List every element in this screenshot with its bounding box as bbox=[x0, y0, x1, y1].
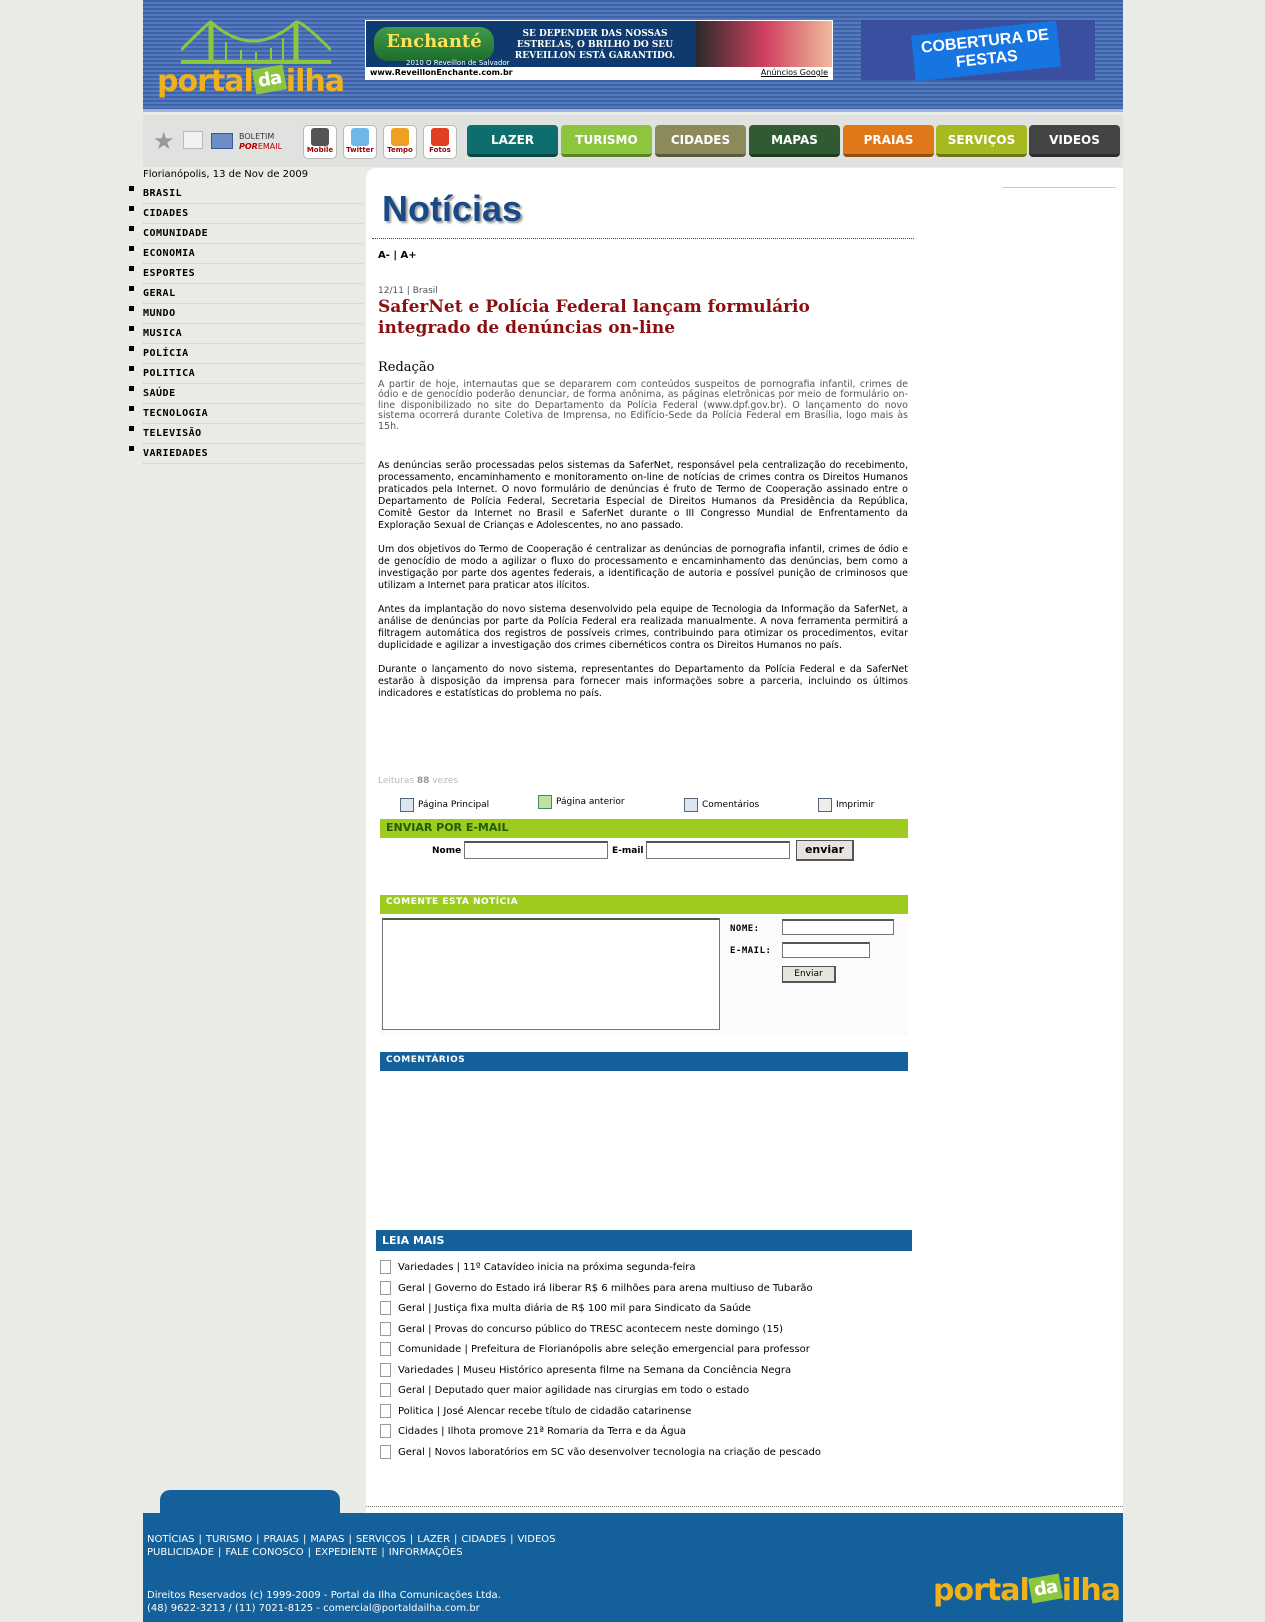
related-article-title: Variedades | Museu Histórico apresenta filme na Semana da Conciência Negra bbox=[398, 1364, 792, 1376]
bullet-icon bbox=[129, 346, 134, 351]
photos-icon bbox=[431, 128, 449, 146]
footer-logo-da: da bbox=[1028, 1573, 1063, 1603]
article-lead: A partir de hoje, internautas que se depararem com conteúdos suspeitos de pornografia infantil, crimes de ódio e de genocídio poderão denunciar, de forma anônima, as páginas eletrônicas por meio de formulário on-line disponibilizado no site do Departamento da Polícia Federal (www.dpf.gov.br). O lançamento do novo sistema ocorrerá durante Coletiva de Imprensa, no Edifício-Sede da Polícia Federal em Brasília, logo mais às 15h. bbox=[378, 379, 908, 432]
related-article-link[interactable] bbox=[378, 1320, 918, 1341]
footer-link-publicidade[interactable]: PUBLICIDADE bbox=[147, 1547, 215, 1558]
comment-name-label: NOME: bbox=[730, 924, 760, 934]
related-article-link[interactable] bbox=[378, 1361, 918, 1382]
nav-videos[interactable]: VIDEOS bbox=[1029, 125, 1120, 157]
banner-people-image bbox=[696, 21, 833, 69]
bullet-icon bbox=[129, 406, 134, 411]
main-bottom-divider bbox=[366, 1506, 1123, 1507]
sidebar-item-label: MUSICA bbox=[143, 328, 183, 339]
banner-brand: Enchanté bbox=[374, 27, 494, 61]
article-byline: Redação bbox=[378, 360, 435, 375]
footer-links: NOTÍCIAS | TURISMO | PRAIAS | MAPAS | SERVIÇOS | LAZER | CIDADES | VIDEOS PUBLICIDADE | FALE CONOSCO | EXPEDIENTE | INFORMAÇÕES bbox=[147, 1534, 556, 1558]
sidebar-item-label: POLITICA bbox=[143, 368, 196, 379]
related-article-title: Variedades | 11º Catavídeo inicia na próxima segunda-feira bbox=[398, 1262, 696, 1273]
previous-page-link[interactable] bbox=[538, 795, 625, 809]
bullet-icon bbox=[129, 326, 134, 331]
tempo-button[interactable] bbox=[383, 125, 417, 159]
sidebar-menu bbox=[123, 184, 363, 464]
footer bbox=[143, 1513, 1123, 1622]
boletim-link[interactable] bbox=[239, 132, 282, 152]
home-page-icon bbox=[400, 798, 414, 812]
footer-link-mapas[interactable]: MAPAS bbox=[310, 1534, 345, 1545]
related-article-title: Geral | Deputado quer maior agilidade nas cirurgias em todo o estado bbox=[398, 1385, 750, 1396]
sidebar-item-televisao[interactable] bbox=[143, 424, 363, 444]
footer-link-turismo[interactable]: TURISMO bbox=[205, 1534, 253, 1545]
article-body bbox=[378, 460, 908, 712]
bullet-icon bbox=[129, 226, 134, 231]
twitter-bird-icon bbox=[351, 128, 369, 146]
reads-suffix: vezes bbox=[432, 776, 459, 786]
document-icon bbox=[380, 1342, 391, 1356]
email-form bbox=[380, 840, 908, 864]
bullet-icon bbox=[129, 246, 134, 251]
boletim-email: EMAIL bbox=[257, 142, 283, 151]
article-headline: SaferNet e Polícia Federal lançam formulário integrado de denúncias on-line bbox=[378, 297, 810, 338]
bullet-icon bbox=[129, 266, 134, 271]
article-meta: 12/11 | Brasil bbox=[378, 286, 438, 296]
related-article-link[interactable] bbox=[378, 1299, 918, 1320]
weather-sun-icon bbox=[391, 128, 409, 146]
nav-turismo[interactable]: TURISMO bbox=[561, 125, 652, 157]
comments-link[interactable] bbox=[684, 798, 759, 812]
related-article-title: Cidades | Ilhota promove 21ª Romaria da Terra e da Água bbox=[398, 1426, 687, 1437]
page bbox=[143, 0, 1123, 1622]
banner-sub: 2010 O Reveillon de Salvador bbox=[406, 59, 510, 67]
email-form-name-input[interactable] bbox=[464, 841, 608, 859]
sidebar-item-comunidade[interactable] bbox=[143, 224, 363, 244]
article-paragraph: Antes da implantação do novo sistema desenvolvido pela equipe de Tecnologia da Informação da SaferNet, a análise de denúncias por parte da Polícia Federal era realizada manualmente. A nova ferramenta permitirá a filtragem automática dos registros de possíveis crimes, contribuindo para otimizar os procedimentos, evitar duplicidade e agilizar a investigação dos crimes cibernéticos contra os Direitos Humanos no país. bbox=[378, 604, 908, 651]
page-title: Notícias bbox=[382, 188, 523, 229]
comment-form-header: COMENTE ESTA NOTÍCIA bbox=[380, 895, 908, 914]
comment-textarea[interactable] bbox=[382, 918, 720, 1030]
related-article-title: Geral | Governo do Estado irá liberar R$ 6 milhões para arena multiuso de Tubarão bbox=[398, 1282, 813, 1294]
nav-praias[interactable]: PRAIAS bbox=[843, 125, 934, 157]
nav-lazer[interactable]: LAZER bbox=[467, 125, 558, 157]
email-send-button[interactable]: enviar bbox=[796, 840, 854, 861]
footer-link-lazer[interactable]: LAZER bbox=[417, 1534, 451, 1545]
banner-footer bbox=[366, 67, 832, 79]
bullet-icon bbox=[129, 306, 134, 311]
sidebar-item-label: TELEVISÃO bbox=[143, 428, 202, 439]
font-increase-link[interactable]: A+ bbox=[400, 250, 417, 261]
sidebar-item-label: VARIEDADES bbox=[143, 448, 209, 459]
reads-number: 88 bbox=[416, 776, 430, 786]
related-article-title: Geral | Novos laboratórios em SC vão desenvolver tecnologia na criação de pescado bbox=[398, 1446, 821, 1458]
sidebar-item-label: COMUNIDADE bbox=[143, 228, 209, 239]
leia-mais-header: LEIA MAIS bbox=[376, 1230, 912, 1251]
sidebar-item-mundo[interactable] bbox=[143, 304, 363, 324]
favorite-star-icon[interactable]: ★ bbox=[153, 127, 175, 155]
mobile-button[interactable] bbox=[303, 125, 337, 159]
font-decrease-link[interactable]: A- bbox=[378, 250, 390, 261]
font-size-separator: | bbox=[393, 250, 398, 261]
related-article-title: Geral | Provas do concurso público do TRESC acontecem neste domingo (15) bbox=[398, 1323, 784, 1335]
sidebar-item-label: TECNOLOGIA bbox=[143, 408, 209, 419]
comments-header: COMENTÁRIOS bbox=[380, 1052, 908, 1071]
related-article-link[interactable] bbox=[378, 1340, 918, 1361]
document-icon bbox=[380, 1322, 391, 1336]
twitter-label: Twitter bbox=[346, 146, 374, 154]
banner-text: SE DEPENDER DAS NOSSAS ESTRELAS, O BRILHO DO SEU REVEILLON ESTÁ GARANTIDO. bbox=[514, 29, 676, 61]
contact-text: (48) 9622-3213 / (11) 7021-8125 - comercial@portaldailha.com.br bbox=[147, 1603, 480, 1614]
sidebar-item-politica[interactable] bbox=[143, 364, 363, 384]
sidebar-item-policia[interactable] bbox=[143, 344, 363, 364]
footer-copyright bbox=[147, 1589, 501, 1615]
document-icon bbox=[380, 1383, 391, 1397]
bullet-icon bbox=[129, 426, 134, 431]
mobile-icon bbox=[311, 128, 329, 146]
article-actions bbox=[378, 798, 908, 814]
document-icon bbox=[380, 1424, 391, 1438]
sidebar-item-cidades[interactable] bbox=[143, 204, 363, 224]
footer-logo[interactable] bbox=[933, 1573, 1120, 1608]
bullet-icon bbox=[129, 446, 134, 451]
sidebar-item-label: GERAL bbox=[143, 288, 176, 299]
document-icon bbox=[380, 1445, 391, 1459]
related-article-title: Comunidade | Prefeitura de Florianópolis abre seleção emergencial para professor bbox=[398, 1344, 810, 1355]
comment-name-input[interactable] bbox=[782, 919, 894, 935]
ad-banner-enchante[interactable] bbox=[365, 20, 833, 80]
read-count bbox=[378, 776, 458, 786]
footer-link-videos[interactable]: VIDEOS bbox=[517, 1534, 556, 1545]
comment-submit-button[interactable]: Enviar bbox=[782, 966, 836, 983]
footer-link-praias[interactable]: PRAIAS bbox=[263, 1534, 300, 1545]
home-page-label: Página Principal bbox=[418, 800, 490, 810]
sidebar-item-geral[interactable] bbox=[143, 284, 363, 304]
font-size-controls bbox=[378, 250, 417, 261]
boletim-label: BOLETIM bbox=[239, 132, 275, 141]
comment-email-input[interactable] bbox=[782, 942, 870, 958]
print-label: Imprimir bbox=[836, 800, 875, 810]
reads-label: Leituras bbox=[378, 776, 415, 786]
site-logo[interactable] bbox=[157, 20, 357, 100]
bullet-icon bbox=[129, 386, 134, 391]
sidebar-item-label: ESPORTES bbox=[143, 268, 196, 279]
footer-link-fale-conosco[interactable]: FALE CONOSCO bbox=[225, 1547, 304, 1558]
sidebar-item-musica[interactable] bbox=[143, 324, 363, 344]
bridge-icon bbox=[181, 20, 331, 70]
related-article-title: Politica | José Alencar recebe título de cidadão catarinense bbox=[398, 1405, 692, 1417]
logo-text-portal: portal bbox=[157, 64, 253, 99]
related-article-link[interactable] bbox=[378, 1258, 918, 1279]
back-arrow-icon bbox=[538, 795, 552, 809]
sidebar-item-variedades[interactable] bbox=[143, 444, 363, 464]
footer-link-noticias[interactable]: NOTÍCIAS bbox=[147, 1534, 195, 1545]
sidebar-item-saude[interactable] bbox=[143, 384, 363, 404]
related-article-link[interactable] bbox=[378, 1279, 918, 1300]
nav-mapas[interactable]: MAPAS bbox=[749, 125, 840, 157]
tempo-label: Tempo bbox=[387, 146, 413, 154]
email-form-name-label: Nome bbox=[432, 846, 462, 856]
comment-email-label: E-MAIL: bbox=[730, 946, 772, 956]
header bbox=[143, 0, 1123, 112]
right-column-divider bbox=[1002, 187, 1116, 188]
footer-logo-ilha: ilha bbox=[1061, 1573, 1120, 1608]
ad-banner-cobertura[interactable] bbox=[861, 20, 1095, 80]
email-form-header: ENVIAR POR E-MAIL bbox=[380, 819, 908, 838]
title-divider bbox=[372, 238, 914, 239]
bullet-icon bbox=[129, 366, 134, 371]
mobile-label: Mobile bbox=[306, 146, 334, 154]
related-article-link[interactable] bbox=[378, 1381, 918, 1402]
banner-url[interactable]: www.ReveillonEnchante.com.br bbox=[370, 68, 513, 77]
related-article-link[interactable] bbox=[378, 1422, 918, 1443]
google-ads-link[interactable]: Anúncios Google bbox=[760, 68, 828, 77]
sidebar-item-label: CIDADES bbox=[143, 208, 189, 219]
sidebar-item-label: ECONOMIA bbox=[143, 248, 196, 259]
footer-link-expediente[interactable]: EXPEDIENTE bbox=[314, 1547, 378, 1558]
document-icon bbox=[380, 1404, 391, 1418]
comment-mail-icon bbox=[684, 798, 698, 812]
document-icon bbox=[380, 1363, 391, 1377]
envelope-icon[interactable] bbox=[211, 133, 233, 149]
toolbar bbox=[143, 115, 1123, 167]
related-article-title: Geral | Justiça fixa multa diária de R$ 100 mil para Sindicato da Saúde bbox=[398, 1303, 751, 1314]
current-date: Florianópolis, 13 de Nov de 2009 bbox=[143, 169, 309, 180]
previous-page-label: Página anterior bbox=[556, 797, 625, 807]
footer-link-servicos[interactable]: SERVIÇOS bbox=[355, 1534, 406, 1545]
cobertura-text: COBERTURA DE FESTAS bbox=[911, 20, 1061, 81]
article-paragraph: Um dos objetivos do Termo de Cooperação é centralizar as denúncias de pornografia infantil, crimes de ódio e de genocídio de modo a agilizar o fluxo do processamento e encaminhamento das denúncias, bem como a investigação por parte dos agentes federais, a identificação de autoria e possível punição de criminosos que utilizam a Internet para praticar atos ilícitos. bbox=[378, 544, 908, 591]
bullet-icon bbox=[129, 286, 134, 291]
leia-mais-list bbox=[378, 1258, 918, 1463]
nav-servicos[interactable]: SERVIÇOS bbox=[936, 125, 1027, 157]
sidebar-item-label: POLÍCIA bbox=[143, 348, 189, 359]
related-article-link[interactable] bbox=[378, 1443, 918, 1464]
fotos-label: Fotos bbox=[429, 146, 451, 154]
logo-text-da: da bbox=[252, 64, 287, 94]
print-link[interactable] bbox=[818, 798, 874, 812]
sidebar-item-label: MUNDO bbox=[143, 308, 176, 319]
footer-link-cidades[interactable]: CIDADES bbox=[461, 1534, 507, 1545]
related-article-link[interactable] bbox=[378, 1402, 918, 1423]
footer-link-informacoes[interactable]: INFORMAÇÕES bbox=[388, 1547, 463, 1558]
document-icon bbox=[380, 1281, 391, 1295]
comments-label: Comentários bbox=[702, 800, 760, 810]
copyright-text: Direitos Reservados (c) 1999-2009 - Portal da Ilha Comunicações Ltda. bbox=[147, 1590, 501, 1601]
fotos-button[interactable] bbox=[423, 125, 457, 159]
sidebar-item-tecnologia[interactable] bbox=[143, 404, 363, 424]
sidebar-item-label: SAÚDE bbox=[143, 388, 176, 399]
document-icon bbox=[380, 1301, 391, 1315]
email-form-email-label: E-mail bbox=[612, 846, 644, 856]
nav-cidades[interactable]: CIDADES bbox=[655, 125, 746, 157]
sidebar-item-label: BRASIL bbox=[143, 188, 183, 199]
boletim-por: POR bbox=[239, 142, 258, 151]
document-icon bbox=[380, 1260, 391, 1274]
footer-logo-portal: portal bbox=[933, 1573, 1029, 1608]
home-page-link[interactable] bbox=[400, 798, 489, 812]
left-footer-tab bbox=[160, 1490, 340, 1515]
sidebar-item-economia[interactable] bbox=[143, 244, 363, 264]
logo-text-ilha: ilha bbox=[285, 64, 344, 99]
article-paragraph: Durante o lançamento do novo sistema, representantes do Departamento da Polícia Federal e da SaferNet estarão à disposição da imprensa para fornecer mais informações sobre a parceria, incluindo os últimos indicadores e estatísticas do problema no país. bbox=[378, 664, 908, 699]
sidebar-item-brasil[interactable] bbox=[143, 184, 363, 204]
sidebar-item-esportes[interactable] bbox=[143, 264, 363, 284]
main-content bbox=[366, 168, 1123, 1513]
open-mail-icon[interactable] bbox=[183, 131, 203, 149]
bullet-icon bbox=[129, 186, 134, 191]
email-form-email-input[interactable] bbox=[646, 841, 790, 859]
twitter-button[interactable] bbox=[343, 125, 377, 159]
printer-icon bbox=[818, 798, 832, 812]
bullet-icon bbox=[129, 206, 134, 211]
article-paragraph: As denúncias serão processadas pelos sistemas da SaferNet, responsável pela centralização do recebimento, processamento, encaminhamento e monitoramento on-line de notícias de crimes contra os Direitos Humanos praticados pela Internet. O novo formulário de denúncias é fruto de Termo de Cooperação assinado entre o Departamento de Polícia Federal, Secretaria Especial de Direitos Humanos da Presidência da República, Comitê Gestor da Internet no Brasil e SaferNet durante o III Congresso Mundial de Enfrentamento da Exploração Sexual de Crianças e Adolescentes, no ano passado. bbox=[378, 460, 908, 531]
comment-form bbox=[380, 916, 908, 1036]
